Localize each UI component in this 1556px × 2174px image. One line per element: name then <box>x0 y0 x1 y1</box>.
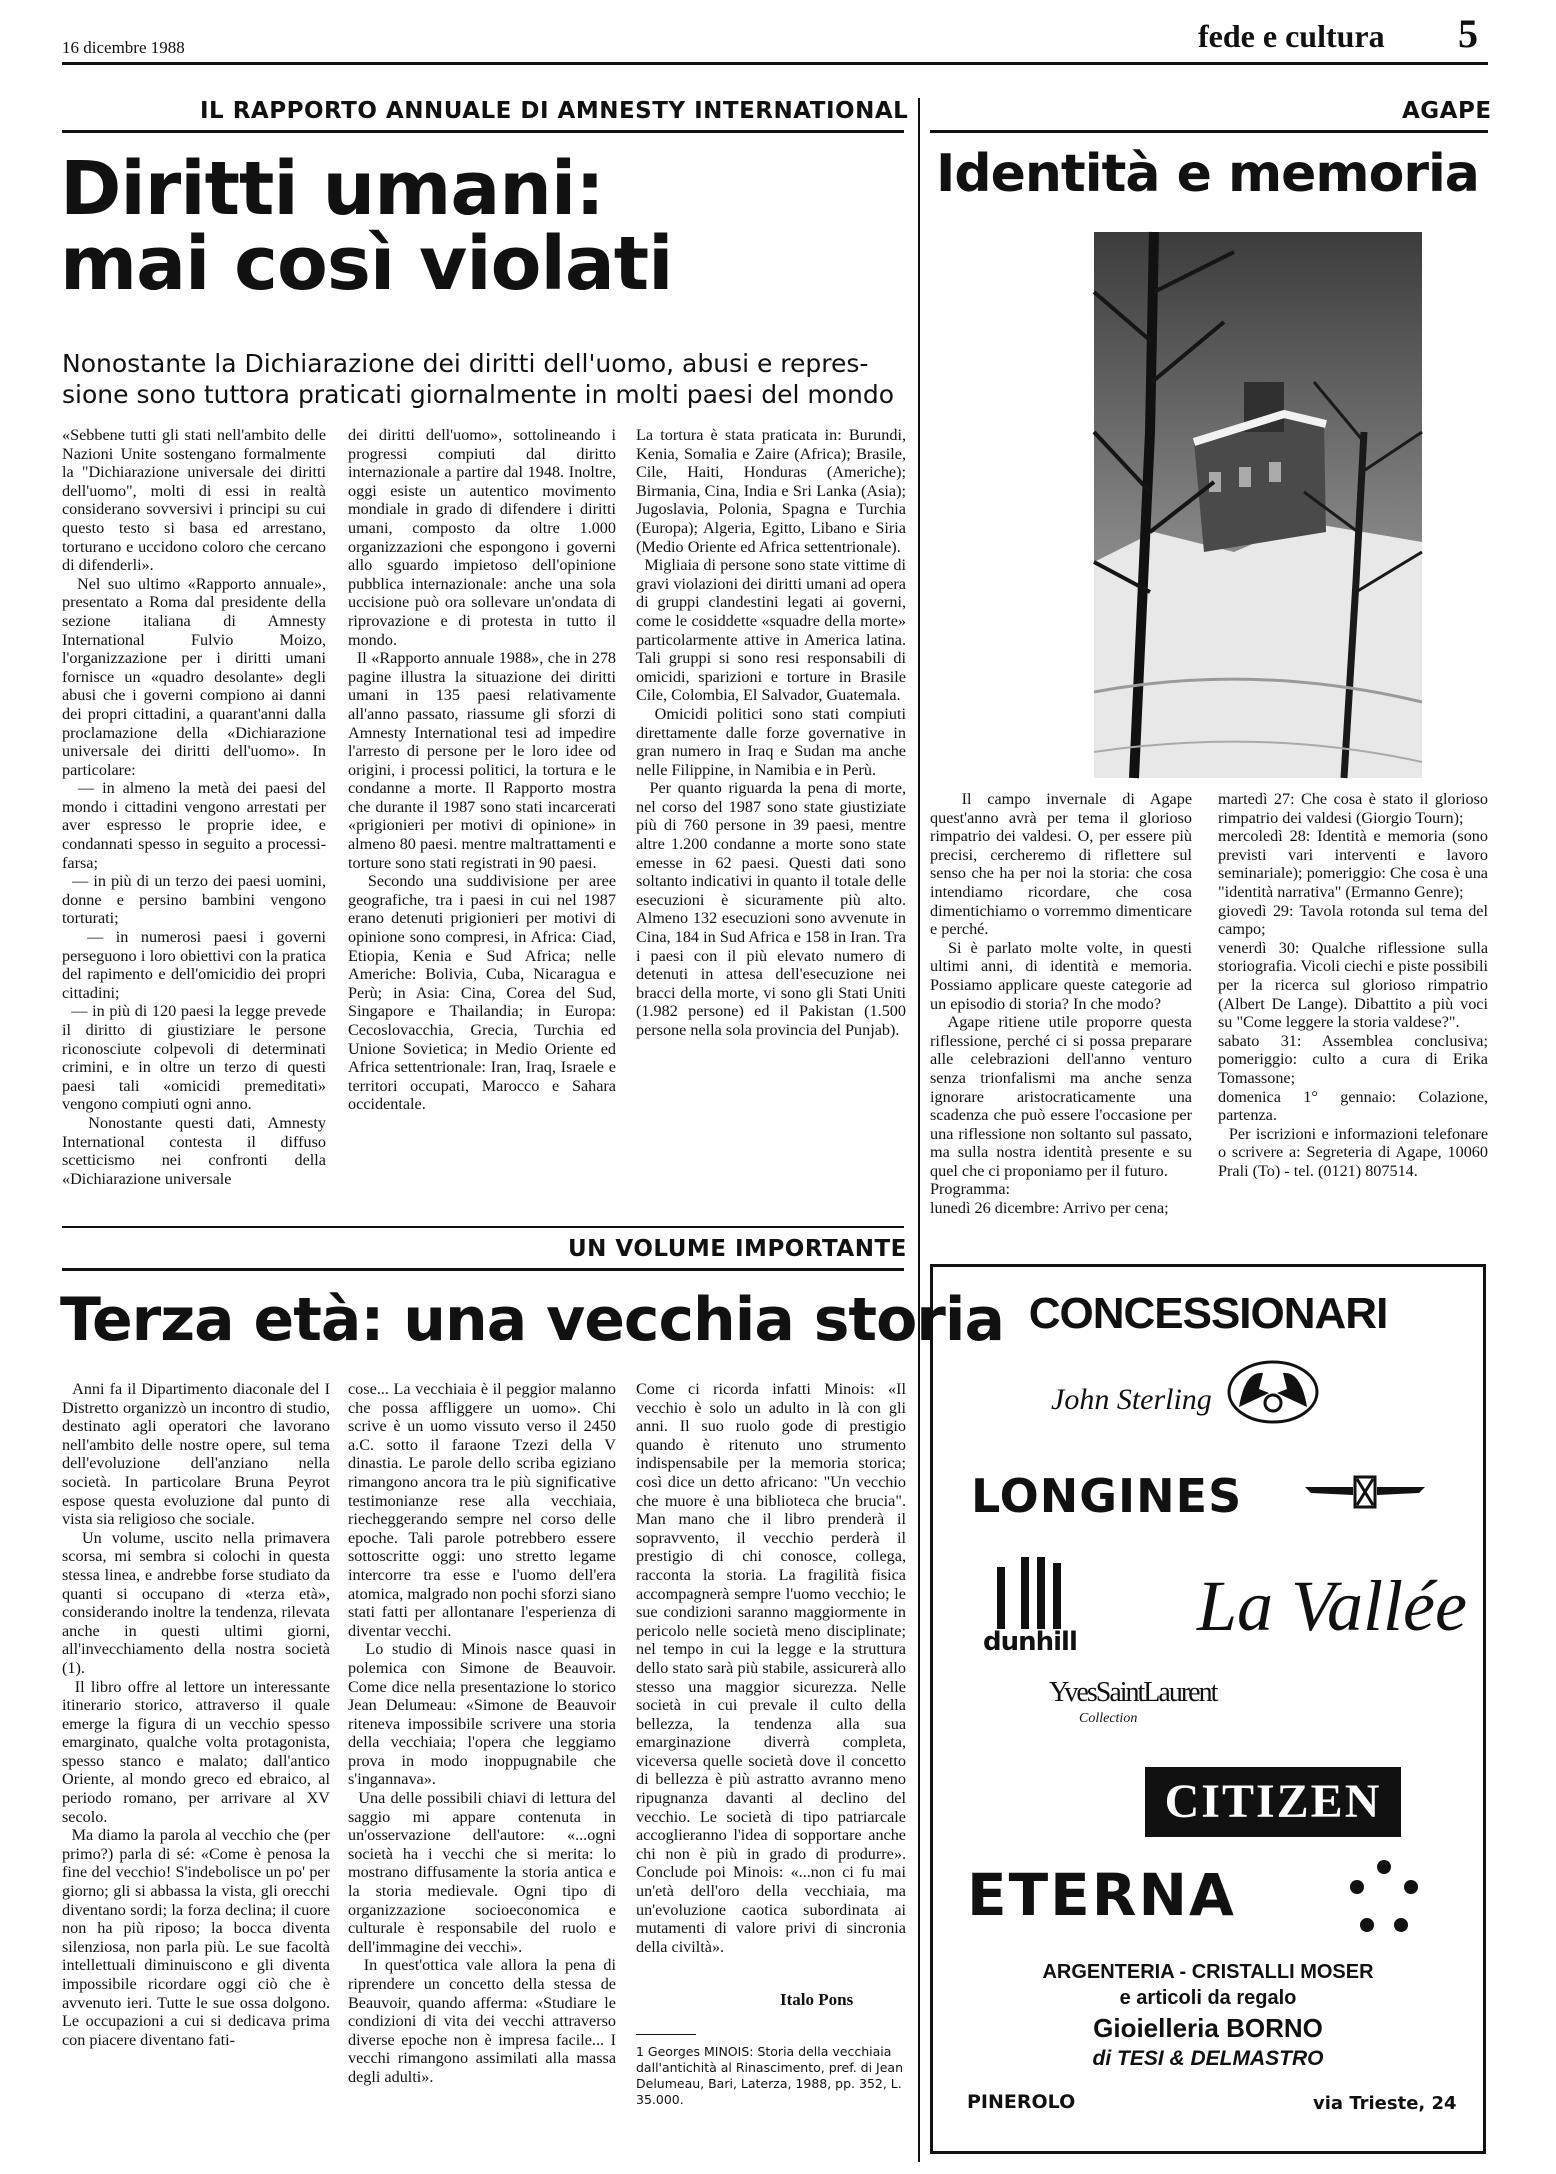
main-headline-line2: mai così violati <box>60 221 673 308</box>
column-separator <box>918 98 920 2162</box>
brand-citizen: CITIZEN <box>1164 1775 1382 1828</box>
brand-ysl: YvesSaintLaurent <box>1049 1677 1217 1708</box>
page-number: 5 <box>1458 11 1478 56</box>
agape-col-1: Il campo invernale di Agape quest'anno avrà per tema il glorioso rimpatrio dei valdesi. O, per essere più precisi, cercheremo di riflettere sul senso che ha per noi la storia: che cosa intendiamo ricordare, che cosa dimentichiamo o vorremmo dimenticare e perché. Si è parlato molte volte, in questi ultimi anni, di identità e memoria. Possiamo applicare queste categorie ad un episodio di storia? In che modo? Agape ritiene utile proporre questa riflessione, perché ci si possa preparare alle celebrazioni dell'anno venturo senza trionfalismi ma anche senza ignorare aristocraticamente una scadenza che può essere l'occasione per una riflessione non soltanto sul passato, ma sulla nostra identità presente e su quel che ci proponiamo per il futuro. Programma: lunedì 26 dicembre: Arrivo per cena; <box>930 790 1193 1218</box>
section-name: fede e cultura <box>1198 18 1385 54</box>
volume-signature: Italo Pons <box>780 1990 854 2009</box>
brand-ysl-sub: Collection <box>1079 1711 1138 1726</box>
advertisement-box <box>930 1264 1486 2154</box>
brand-dunhill <box>977 1557 1087 1657</box>
agape-col-2: martedì 27: Che cosa è stato il glorioso rimpatrio dei valdesi (Giorgio Tourn); mercoledì 28: Identità e memoria (sono previsti vari interventi e lavoro seminariale); pomeriggio: Che cosa è una "identità narrativa" (Ermanno Genre); giovedì 29: Tavola rotonda sul tema del campo; venerdì 30: Qualche riflessione sulla storiografia. Vicoli ciechi e piste possibili per la ricerca sul glorioso rimpatrio (Albert De Lange). Dibattito a più voci su "Come leggere la storia valdese?". sabato 31: Assemblea conclusiva; pomeriggio: culto a cura di Erika Tomassone; domenica 1° gennaio: Colazione, partenza. Per iscrizioni e informazioni telefonare o scrivere a: Segreteria di Agape, 10060 Prali (To) - tel. (0121) 807514. <box>1218 790 1489 1180</box>
volume-top-rule <box>62 1226 904 1228</box>
volume-col-1: Anni fa il Dipartimento diaconale del I Distretto organizzò un incontro di studio, destinato agli operatori che lavorano nell'ambito delle nostre opere, sul tema dell'evoluzione dell'anziano nella società. In particolare Bruna Peyrot espose questa evoluzione dal punto di vista sia religioso che sociale. Un volume, uscito nella primavera scorsa, mi sembra si colochi in questa stessa linea, e andrebbe forse studiato da quanti si occupano di «terza età», considerando inoltre la tendenza, rilevata anche in questi ultimi giorni, all'invecchiamento della nostra società (1). Il libro offre al lettore un interessante itinerario storico, attraverso il quale emerge la figura di un vecchio spesso emarginato, qualche volta protagonista, spesso stanco e malato; dall'antico Oriente, al mondo greco ed ebraico, al periodo romano, per arrivare al XV secolo. Ma diamo la parola al vecchio che (per primo?) parla di sé: «Come è penosa la fine del vecchio! S'indebolisce un po' per giorno; gli si abbassa la vista, gli orecchi diventano sordi; la forza declina; il cuore non ha più riposo; la bocca diventa silenziosa, non parla più. Le sue facoltà intellettuali diminuiscono e gli diventa impossibile ricordare oggi ciò che è avvenuto ieri. Tutte le sue ossa dolgono. Le occupazioni a cui si dedicava prima con piacere diventano fati- <box>62 1380 331 2049</box>
agape-headline: Identità e memoria <box>936 144 1479 204</box>
ad-shop-name: Gioielleria BORNO <box>1093 2013 1323 2043</box>
ad-address: via Trieste, 24 <box>1313 2093 1457 2114</box>
main-subhead <box>62 348 912 410</box>
volume-headline: Terza età: una vecchia storia <box>60 1285 1004 1355</box>
volume-footnote: 1 Georges MINOIS: Storia della vecchiaia dall'antichità al Rinascimento, pref. di Jean Delumeau, Bari, Laterza, 1988, pp. 352, L. 35.000. <box>636 2044 903 2107</box>
snowy-building-photo <box>1094 232 1422 778</box>
main-kicker: IL RAPPORTO ANNUALE DI AMNESTY INTERNATIONAL <box>200 98 909 124</box>
ad-line2: e articoli da regalo <box>1119 1987 1297 2009</box>
ad-city: PINEROLO <box>967 2091 1076 2113</box>
main-headline-line1: Diritti umani: <box>60 146 604 232</box>
volume-col-2: cose... La vecchiaia è il peggior malanno che possa affliggere un uomo». Chi scrive è un uomo vissuto verso il 2450 a.C. sotto il faraone Tzezi della V dinastia. Le parole dello scriba egiziano rimangono ancora tra le più significative testimonianze rese alla vecchiaia, riecheggerando sempre nel corso delle epoche. Tali parole potrebbero essere sottoscritte oggi: uno stretto legame intercorre tra esse e l'uomo dell'era atomica, malgrado non pochi sforzi siano stati fatti per allontanare l'esperienza di diventar vecchi. Lo studio di Minois nasce quasi in polemica con Simone de Beauvoir. Come dice nella presentazione lo storico Jean Delumeau: «Simone de Beauvoir riteneva impossibile scrivere una storia della vecchiaia; l'opera che leggiamo prova in modo inoppugnabile che s'ingannava». Una delle possibili chiavi di lettura del saggio mi appare contenuta in un'osservazione dell'autore: «...ogni società ha i vecchi che si merita: lo mostrano diffusamente la storia antica e la storia medievale. Ogni tipo di organizzazione socioeconomica e culturale è responsabile del ruolo e dell'immagine dei vecchi». In quest'ottica vale allora la pena di riprendere un concetto della stessa de Beauvoir, quando afferma: «Studiare le condizioni di vita dei vecchi attraverso diverse epoche non è impresa facile... I vecchi rimangono assimilati alla massa degli adulti». <box>348 1380 617 2086</box>
main-subhead-line2: sione sono tuttora praticati giornalmente in molti paesi del mondo <box>62 380 894 409</box>
volume-kicker: UN VOLUME IMPORTANTE <box>568 1236 907 1262</box>
brand-la-vallee: La Vallée <box>1197 1566 1467 1646</box>
issue-date: 16 dicembre 1988 <box>62 38 185 57</box>
volume-col-3: Come ci ricorda infatti Minois: «Il vecchio è solo un adulto in là con gli anni. Il suo ruolo gode di prestigio quando è ritenuto uno strumento indispensabile per la memoria storica; così dice un detto africano: "Un vecchio che muore è una biblioteca che brucia". Man mano che il libro prenderà il sopravvento, il vecchio perderà il prestigio di chi conosce, collega, racconta la storia. La fragilità fisica accompagnerà sempre l'uomo vecchio; le sue condizioni saranno maggiormente in pericolo nelle società meno disciplinate; nel tempo in cui la legge e la struttura dello stato sarà più stabile, assicurerà allo stesso una maggior sicurezza. Nelle società in cui prevale il culto della bellezza, la tendenza alla sua emarginazione diverrà completa, viceversa quelle società dove il concetto di bellezza è più astratto avranno meno ripugnanza davanti al declino del vecchio. Le società di tipo patriarcale accoglieranno l'idea di sopportare anche chi non è più in grado di produrre». Conclude poi Minois: «...non ci fu mai un'età dell'oro della vecchiaia, ma un'evoluzione caotica subordinata ai mutamenti di valore privi di sincronia della civiltà». <box>636 1380 911 1956</box>
brand-citizen-box <box>1145 1767 1401 1837</box>
main-col-3: La tortura è stata praticata in: Burundi, Kenia, Somalia e Zaire (Africa); Brasile, Cile, Haiti, Honduras (Americhe); Birmania, Cina, India e Sri Lanka (Asia); Jugoslavia, Polonia, Spagna e Turchia (Europa); Algeria, Egitto, Libano e Siria (Medio Oriente ed Africa settentrionale). Migliaia di persone sono state vittime di gravi violazioni dei diritti umani ad opera di gruppi clandestini legati ai governi, come le cosiddette «squadre della morte» particolarmente attive in America latina. Tali gruppi si sono resi responsabili di omicidi, sparizioni e torture in Brasile Cile, Colombia, El Salvador, Guatemala. Omicidi politici sono stati compiuti direttamente dalle forze governative in gran numero in Iraq e Sudan ma anche nelle Filippine, in Namibia e in Perù. Per quanto riguarda la pena di morte, nel corso del 1987 sono state giustiziate più di 760 persone in 39 paesi, mentre altre 1.200 condanne a morte sono state emesse in 62 paesi. Questi dati sono soltanto indicativi in quanto il totale delle esecuzioni è sicuramente più alto. Almeno 132 esecuzioni sono avvenute in Cina, 184 in Sud Africa e 158 in Iran. Tra i paesi con il più elevato numero di detenuti in attesa dell'esecuzione nei bracci della morte, vi sono gli Stati Uniti (1.982 persone) ed il Pakistan (1.500 persone nella sola provincia del Punjab). <box>636 426 907 1039</box>
main-subhead-line1: Nonostante la Dichiarazione dei diritti dell'uomo, abusi e repres- <box>62 349 869 378</box>
brand-john-sterling: John Sterling <box>1051 1383 1212 1416</box>
horse-crest-icon <box>1225 1359 1321 1425</box>
dunhill-wordmark: dunhill <box>983 1627 1077 1657</box>
winged-hourglass-icon <box>1305 1473 1425 1513</box>
brand-eterna: ETERNA <box>967 1861 1236 1929</box>
volume-kicker-rule <box>62 1268 904 1271</box>
main-col-1: «Sebbene tutti gli stati nell'ambito delle Nazioni Unite sostengano formalmente la "Dichiarazione universale dei diritti dell'uomo", molti di essi in realtà considerano sovversivi i principi su cui questo testo si basa ed arrestano, torturano e uccidono coloro che cercano di difenderli». Nel suo ultimo «Rapporto annuale», presentato a Roma dal presidente della sezione italiana di Amnesty International Fulvio Moizo, l'organizzazione per i diritti umani fornisce un «quadro desolante» degli abusi che i governi compiono ai danni dei propri cittadini, a quarant'anni dalla proclamazione della «Dichiarazione universale dei diritti dell'uomo». In particolare: — in almeno la metà dei paesi del mondo i cittadini vengono arrestati per aver espresso le proprie idee, e condannati spesso in seguito a processi-farsa; — in più di un terzo dei paesi uomini, donne e persino bambini vengono torturati; — in numerosi paesi i governi perseguono i loro obiettivi con la pratica del rapimento e dell'omicidio dei propri cittadini; — in più di 120 paesi la legge prevede il diritto di giustiziare le persone riconosciute colpevoli di determinati crimini, e in oltre un terzo di questi paesi tali «omicidi premeditati» vengono compiuti ogni anno. Nonostante questi dati, Amnesty International contesta il diffuso scetticismo nei confronti della «Dichiarazione universale <box>62 426 327 1188</box>
ad-shop-owners: di TESI & DELMASTRO <box>1092 2047 1324 2070</box>
brand-longines: LONGINES <box>971 1469 1243 1523</box>
main-col-2: dei diritti dell'uomo», sottolineando i progressi compiuti dal diritto internazionale a partire dal 1948. Inoltre, oggi esiste un autentico movimento mondiale in grado di difendere i diritti umani, composto da oltre 1.000 organizzazioni che espongono i governi allo sguardo impietoso dell'opinione pubblica internazionale: anche una sola uccisione può ora sollevare un'ondata di riprovazione e di protesta in tutto il mondo. Il «Rapporto annuale 1988», che in 278 pagine illustra la situazione dei diritti umani in 135 paesi relativamente all'anno passato, riassume gli sforzi di Amnesty International tesi ad impedire l'arresto di persone per le loro idee od origini, i processi politici, la tortura e le condanne a morte. Il Rapporto mostra che durante il 1987 sono stati incarcerati «prigionieri per motivi di opinione» in almeno 80 paesi. mentre maltrattamenti e torture sono stati registrati in 90 paesi. Secondo una suddivisione per aree geografiche, tra i paesi in cui nel 1987 erano detenuti prigionieri per motivi di opinione sono compresi, in Africa: Ciad, Etiopia, Kenia e Sud Africa; nelle Americhe: Bolivia, Cuba, Nicaragua e Perù; in Asia: Cina, Corea del Sud, Singapore e Thailandia; in Europa: Cecoslovacchia, Grecia, Turchia ed Unione Sovietica; in Medio Oriente ed Africa settentrionale: Iran, Iraq, Israele e territori occupati, Marocco e Sahara occidentale. <box>348 426 617 1114</box>
masthead-rule <box>62 62 1488 65</box>
footnote-rule <box>636 2034 696 2035</box>
main-kicker-rule <box>62 130 904 133</box>
agape-kicker: AGAPE <box>1402 98 1492 124</box>
agape-photo <box>1094 232 1422 778</box>
eterna-dots-icon <box>1349 1859 1419 1939</box>
ad-title: CONCESSIONARI <box>1028 1289 1388 1338</box>
agape-kicker-rule <box>930 130 1488 133</box>
main-headline <box>60 146 673 308</box>
ad-line1: ARGENTERIA - CRISTALLI MOSER <box>1042 1961 1374 1983</box>
